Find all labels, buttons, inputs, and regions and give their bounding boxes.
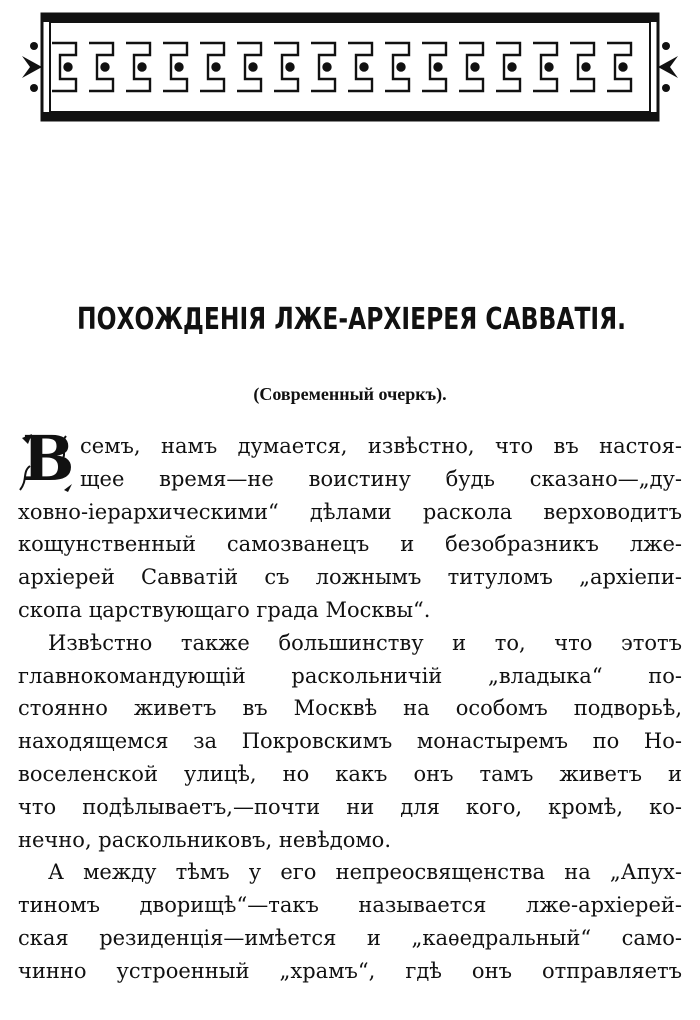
text-line: архіерей Савватій съ ложнымъ титуломъ „архіепи-: [18, 565, 682, 590]
ornament-dot: [546, 64, 553, 71]
ornament-dot: [287, 64, 294, 71]
paragraph-1: [18, 422, 682, 627]
drop-cap-letter: В: [22, 422, 75, 495]
text-line: главнокомандующій раскольничій „владыка“ по-: [18, 663, 682, 688]
text-line: находящемся за Покровскимъ монастыремъ по Но-: [18, 729, 682, 754]
text-line: нечно, раскольниковъ, невѣдомо.: [18, 827, 391, 852]
text-line: Извѣстно также большинству и то, что этотъ: [48, 630, 682, 655]
ornament-dot: [472, 64, 479, 71]
ornament-dot: [324, 64, 331, 71]
text-line: А между тѣмъ у его непреосвященства на „Апух-: [48, 860, 682, 885]
ornament-dot: [620, 64, 627, 71]
text-line: скопа царствующаго града Москвы“.: [18, 597, 431, 622]
ornament-dot: [250, 64, 257, 71]
article-title: ПОХОЖДЕНІЯ ЛЖЕ-АРХІЕРЕЯ САВВАТІЯ.: [77, 302, 627, 337]
text-line: ховно-іерархическими“ дѣлами раскола верховодитъ: [18, 499, 682, 524]
ornament-dot: [398, 64, 405, 71]
ornament-dot: [509, 64, 516, 71]
text-line: кощунственный самозванецъ и безобразникъ лже-: [18, 532, 682, 557]
text-line: чинно устроенный „храмъ“, гдѣ онъ отправляетъ: [18, 958, 682, 983]
ornament-dot: [583, 64, 590, 71]
text-line: воселенской улицѣ, но какъ онъ тамъ живетъ и: [18, 761, 682, 786]
article-body: [18, 422, 682, 988]
article-subtitle: (Современный очеркъ).: [253, 384, 447, 404]
text-line: щее время—не воистину будь сказано—„ду-: [80, 466, 682, 491]
ornament-dot: [65, 64, 72, 71]
text-line: семъ, намъ думается, извѣстно, что въ настоя-: [80, 434, 682, 458]
ornament-dot: [102, 64, 109, 71]
ornament-dot: [435, 64, 442, 71]
ornament-dot: [213, 64, 220, 71]
ornament-dot: [139, 64, 146, 71]
ornament-dot: [176, 64, 183, 71]
drop-cap-initial: [18, 422, 75, 495]
ornament-dot: [361, 64, 368, 71]
text-line: стоянно живетъ въ Москвѣ на особомъ подворьѣ,: [18, 696, 682, 721]
decorative-headpiece: [20, 6, 680, 128]
text-line: что подѣлываетъ,—почти ни для кого, кромѣ, ко-: [18, 794, 682, 819]
paragraph-2: [18, 627, 682, 857]
text-line: ская резиденція—имѣется и „каѳедральный“ само-: [18, 925, 682, 950]
text-line: тиномъ дворищѣ“—такъ называется лже-архіерей-: [18, 893, 682, 918]
paragraph-3: [18, 856, 682, 987]
